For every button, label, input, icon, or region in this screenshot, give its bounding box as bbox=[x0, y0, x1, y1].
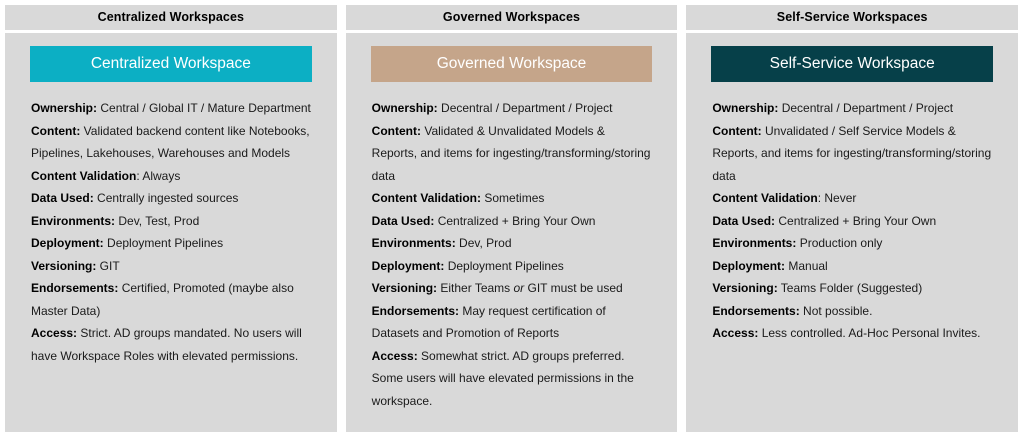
attribute-line bbox=[712, 120, 993, 188]
attribute-line bbox=[712, 255, 993, 278]
attribute-line bbox=[372, 210, 653, 233]
banner-label: Centralized Workspace bbox=[90, 55, 251, 73]
attribute-value: Strict. AD groups mandated. No users will have Workspace Roles with elevated permissions. bbox=[31, 326, 302, 363]
attribute-line bbox=[31, 277, 312, 322]
attribute-value: May request certification of Datasets and Promotion of Reports bbox=[371, 303, 606, 340]
attribute-label: Deployment: bbox=[31, 236, 104, 250]
attribute-label: Content Validation: bbox=[371, 191, 482, 205]
attribute-value-continued: GIT must be used bbox=[524, 281, 623, 295]
attribute-line bbox=[712, 322, 993, 345]
attribute-line bbox=[372, 345, 653, 413]
attribute-line bbox=[372, 187, 653, 210]
attribute-value: Somewhat strict. AD groups preferred. Some users will have elevated permissions in the workspace. bbox=[371, 348, 634, 408]
attribute-label: Data Used: bbox=[712, 213, 776, 228]
attribute-line bbox=[31, 232, 312, 255]
attribute-value: Production only bbox=[796, 236, 883, 250]
attribute-value: Teams Folder (Suggested) bbox=[777, 281, 923, 295]
attribute-line bbox=[372, 255, 653, 278]
attribute-value: Deployment Pipelines bbox=[444, 258, 564, 273]
attribute-list-centralized bbox=[30, 97, 312, 367]
attribute-line bbox=[31, 120, 312, 165]
attribute-line bbox=[31, 187, 312, 210]
attribute-line bbox=[372, 232, 653, 255]
attribute-label: Data Used: bbox=[371, 213, 435, 228]
attribute-line bbox=[712, 187, 993, 210]
attribute-label: Environments: bbox=[371, 236, 456, 250]
attribute-label: Environments: bbox=[712, 236, 797, 250]
attribute-label: Versioning: bbox=[371, 281, 438, 295]
attribute-value: Less controlled. Ad-Hoc Personal Invites. bbox=[758, 326, 981, 340]
attribute-value: Certified, Promoted (maybe also Master Data) bbox=[31, 281, 294, 318]
attribute-label: Access: bbox=[371, 348, 418, 363]
attribute-line bbox=[31, 255, 312, 278]
attribute-value: Validated backend content like Notebooks, Pipelines, Lakehouses, Warehouses and Models bbox=[31, 123, 310, 160]
attribute-list-self-service bbox=[711, 97, 993, 345]
attribute-line bbox=[712, 210, 993, 233]
column-header-governed bbox=[346, 5, 678, 30]
column-body-centralized bbox=[5, 33, 337, 432]
attribute-label: Data Used: bbox=[31, 191, 94, 205]
attribute-label: Content Validation bbox=[712, 191, 818, 205]
attribute-line bbox=[31, 165, 312, 188]
attribute-value: Unvalidated / Self Service Models & Reports, and items for ingesting/transforming/storing data bbox=[712, 123, 992, 183]
column-centralized bbox=[5, 5, 337, 432]
column-header-self-service bbox=[686, 5, 1018, 30]
attribute-line bbox=[712, 300, 993, 323]
attribute-value: Deployment Pipelines bbox=[103, 236, 224, 250]
attribute-line bbox=[31, 210, 312, 233]
attribute-value: Either Teams bbox=[437, 281, 514, 295]
attribute-value: GIT bbox=[96, 258, 120, 273]
column-self-service bbox=[686, 5, 1018, 432]
column-header-title: Self-Service Workspaces bbox=[776, 10, 928, 25]
attribute-value: Central / Global IT / Mature Department bbox=[97, 101, 311, 115]
attribute-value: : Never bbox=[817, 191, 857, 205]
attribute-value: Manual bbox=[785, 258, 828, 273]
column-body-self-service bbox=[686, 33, 1018, 432]
column-body-governed bbox=[346, 33, 678, 432]
attribute-line bbox=[372, 300, 653, 345]
attribute-label: Deployment: bbox=[371, 258, 445, 273]
attribute-label: Endorsements: bbox=[712, 303, 800, 318]
attribute-label: Content: bbox=[371, 123, 421, 138]
banner-label: Governed Workspace bbox=[436, 55, 587, 73]
attribute-label: Content: bbox=[712, 123, 762, 138]
attribute-line bbox=[31, 322, 312, 367]
attribute-value: Sometimes bbox=[481, 191, 545, 205]
attribute-label: Endorsements: bbox=[371, 303, 460, 318]
attribute-label: Versioning: bbox=[712, 281, 778, 295]
column-header-centralized bbox=[5, 5, 337, 30]
attribute-value-emphasis: or bbox=[513, 281, 525, 295]
attribute-line bbox=[372, 97, 653, 120]
attribute-line bbox=[372, 277, 653, 300]
attribute-value: Not possible. bbox=[799, 303, 873, 318]
banner-label: Self-Service Workspace bbox=[769, 55, 935, 73]
attribute-label: Content: bbox=[31, 123, 81, 138]
attribute-list-governed bbox=[371, 97, 653, 412]
attribute-label: Access: bbox=[712, 326, 759, 340]
column-header-title: Governed Workspaces bbox=[442, 10, 581, 25]
attribute-value: Decentral / Department / Project bbox=[437, 101, 613, 115]
attribute-label: Content Validation bbox=[31, 168, 137, 183]
attribute-label: Endorsements: bbox=[31, 281, 119, 295]
attribute-line bbox=[712, 97, 993, 120]
attribute-label: Ownership: bbox=[712, 101, 779, 115]
attribute-value: Dev, Prod bbox=[455, 236, 512, 250]
banner-governed-workspace bbox=[371, 46, 653, 82]
attribute-value: : Always bbox=[136, 168, 181, 183]
banner-centralized-workspace bbox=[30, 46, 312, 82]
attribute-label: Deployment: bbox=[712, 258, 786, 273]
attribute-label: Environments: bbox=[31, 213, 116, 228]
attribute-value: Dev, Test, Prod bbox=[115, 213, 200, 228]
attribute-value: Centrally ingested sources bbox=[93, 191, 239, 205]
column-governed bbox=[346, 5, 678, 432]
attribute-line bbox=[712, 232, 993, 255]
attribute-value: Centralized + Bring Your Own bbox=[775, 213, 937, 228]
attribute-line bbox=[712, 277, 993, 300]
attribute-label: Ownership: bbox=[371, 101, 438, 115]
attribute-value: Validated & Unvalidated Models & Reports, and items for ingesting/transforming/storing data bbox=[371, 123, 651, 183]
attribute-label: Versioning: bbox=[31, 258, 97, 273]
attribute-label: Access: bbox=[31, 326, 78, 340]
banner-self-service-workspace bbox=[711, 46, 993, 82]
attribute-line bbox=[31, 97, 312, 120]
attribute-line bbox=[372, 120, 653, 188]
attribute-label: Ownership: bbox=[31, 101, 98, 115]
attribute-value: Decentral / Department / Project bbox=[778, 101, 954, 115]
attribute-value: Centralized + Bring Your Own bbox=[434, 213, 596, 228]
column-header-title: Centralized Workspaces bbox=[97, 10, 245, 25]
